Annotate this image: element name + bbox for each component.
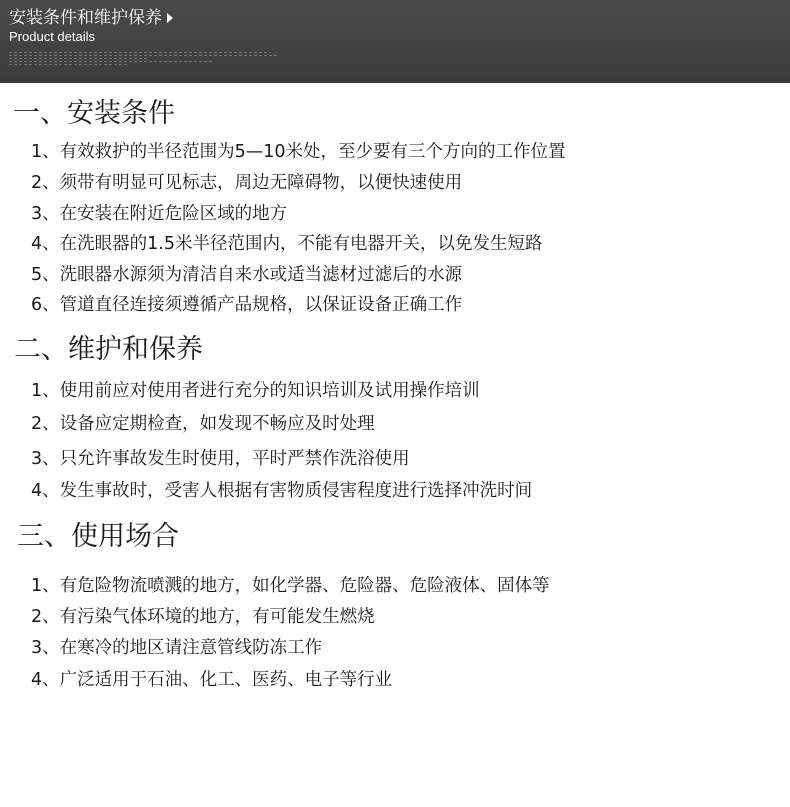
banner-title <box>9 8 173 28</box>
list-item: 3、在安装在附近危险区域的地方 <box>31 204 288 224</box>
list-item: 2、设备应定期检查，如发现不畅应及时处理 <box>31 414 375 434</box>
fine-print-line <box>9 55 279 56</box>
list-item: 6、管道直径连接须遵循产品规格，以保证设备正确工作 <box>31 295 463 315</box>
list-item: 2、须带有明显可见标志，周边无障碍物，以便快速使用 <box>31 173 463 193</box>
arrow-right-icon <box>167 13 173 23</box>
list-item: 3、在寒冷的地区请注意管线防冻工作 <box>31 638 323 658</box>
list-item: 4、发生事故时，受害人根据有害物质侵害程度进行选择冲洗时间 <box>31 481 533 501</box>
list-item: 5、洗眼器水源须为清洁自来水或适当滤材过滤后的水源 <box>31 265 463 285</box>
list-item: 3、只允许事故发生时使用，平时严禁作洗浴使用 <box>31 449 410 469</box>
section-heading-installation: 一、安装条件 <box>13 98 175 129</box>
fine-print-line <box>9 61 214 62</box>
section-heading-maintenance: 二、维护和保养 <box>14 334 203 365</box>
list-item: 1、使用前应对使用者进行充分的知识培训及试用操作培训 <box>31 381 480 401</box>
list-item: 2、有污染气体环境的地方，有可能发生燃烧 <box>31 607 375 627</box>
list-item: 1、有效救护的半径范围为5—10米处，至少要有三个方向的工作位置 <box>31 142 566 162</box>
banner-subtitle: Product details <box>9 29 95 44</box>
header-banner <box>0 0 790 83</box>
fine-print-line <box>9 52 271 53</box>
list-item: 1、有危险物流喷溅的地方，如化学器、危险器、危险液体、固体等 <box>31 576 550 596</box>
list-item: 4、在洗眼器的1.5米半径范围内，不能有电器开关，以免发生短路 <box>31 234 543 254</box>
section-heading-applications: 三、使用场合 <box>17 521 179 552</box>
banner-title-text: 安装条件和维护保养 <box>9 8 162 28</box>
fine-print-line <box>9 64 129 65</box>
fine-print-line <box>9 58 149 59</box>
list-item: 4、广泛适用于石油、化工、医药、电子等行业 <box>31 670 393 690</box>
